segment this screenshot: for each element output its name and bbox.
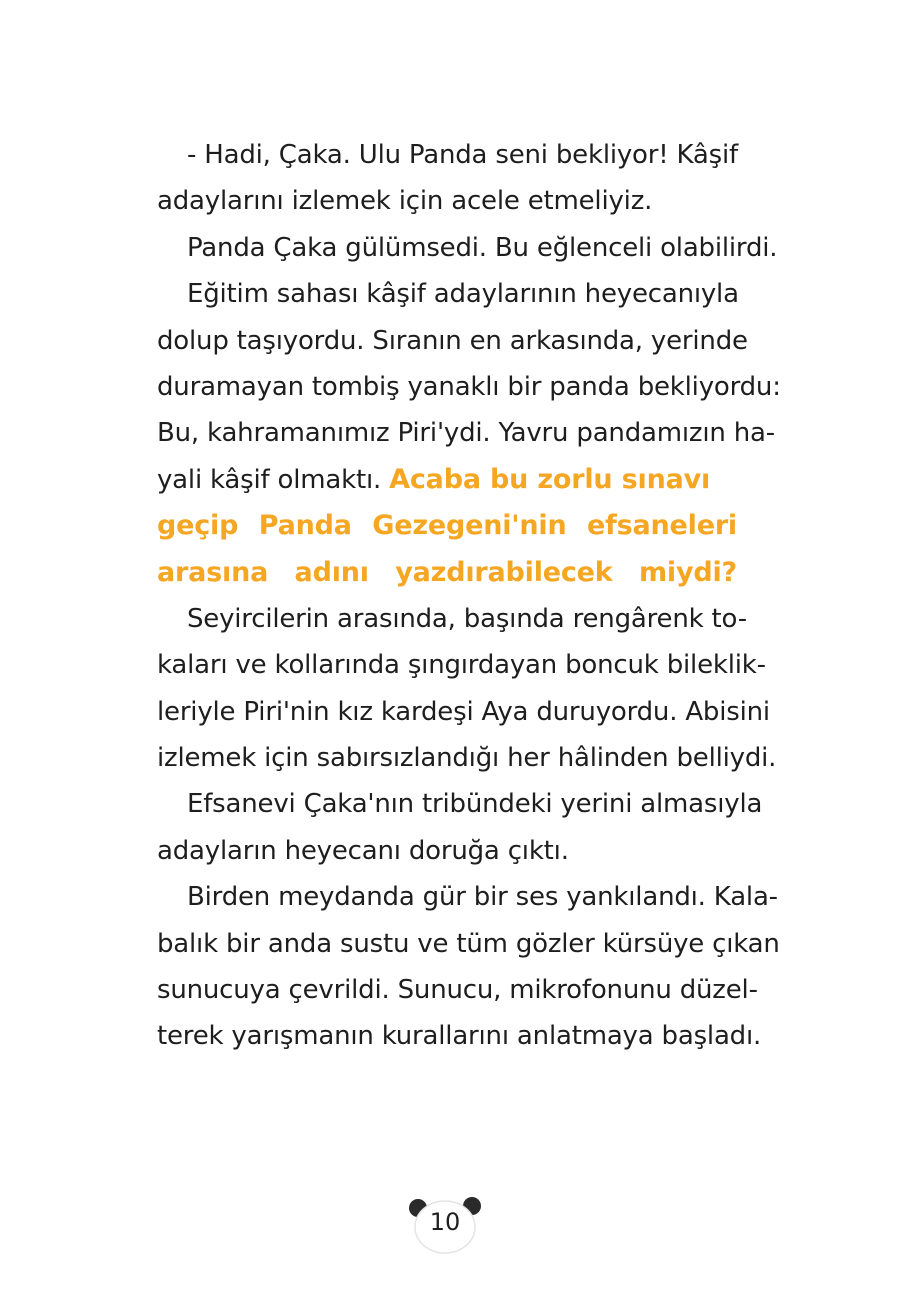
text-line: izlemek için sabırsızlandığı her hâlinden belliydi. xyxy=(157,743,777,774)
text-line: sunucuya çevrildi. Sunucu, mikrofonunu düzel- xyxy=(157,975,758,1006)
text-segment: yali kâşif olmaktı. xyxy=(157,464,382,495)
text-line: Birden meydanda gür bir ses yankılandı. Kala- xyxy=(187,882,778,913)
text-line: terek yarışmanın kurallarını anlatmaya başladı. xyxy=(157,1021,762,1052)
highlighted-line: geçip Panda Gezegeni'nin efsaneleri xyxy=(157,510,737,542)
text-line: adayların heyecanı doruğa çıktı. xyxy=(157,835,569,866)
text-line: Panda Çaka gülümsedi. Bu eğlenceli olabilirdi. xyxy=(187,232,778,263)
text-line xyxy=(157,457,737,503)
page-number: 10 xyxy=(429,1208,461,1236)
text-line: Eğitim sahası kâşif adaylarının heyecanıyla xyxy=(187,279,739,310)
page-text xyxy=(157,132,781,1060)
text-line: Efsanevi Çaka'nın tribündeki yerini almasıyla xyxy=(187,789,763,820)
text-line: adaylarını izlemek için acele etmeliyiz. xyxy=(157,186,653,217)
page-number-badge xyxy=(408,1196,482,1256)
text-line: Seyircilerin arasında, başında rengârenk to- xyxy=(187,603,747,634)
text-line: balık bir anda sustu ve tüm gözler kürsüye çıkan xyxy=(157,928,780,959)
text-line: leriyle Piri'nin kız kardeşi Aya duruyordu. Abisini xyxy=(157,696,770,727)
text-line: kaları ve kollarında şıngırdayan boncuk bileklik- xyxy=(157,650,766,681)
text-line: - Hadi, Çaka. Ulu Panda seni bekliyor! Kâşif xyxy=(187,140,738,170)
highlighted-text: Acaba bu zorlu sınavı xyxy=(389,463,711,495)
text-line: dolup taşıyordu. Sıranın en arkasında, yerinde xyxy=(157,325,748,356)
text-line: duramayan tombiş yanaklı bir panda bekliyordu: xyxy=(157,371,781,402)
text-line: Bu, kahramanımız Piri'ydi. Yavru pandamızın ha- xyxy=(157,418,775,449)
highlighted-line: arasına adını yazdırabilecek miydi? xyxy=(157,556,737,588)
